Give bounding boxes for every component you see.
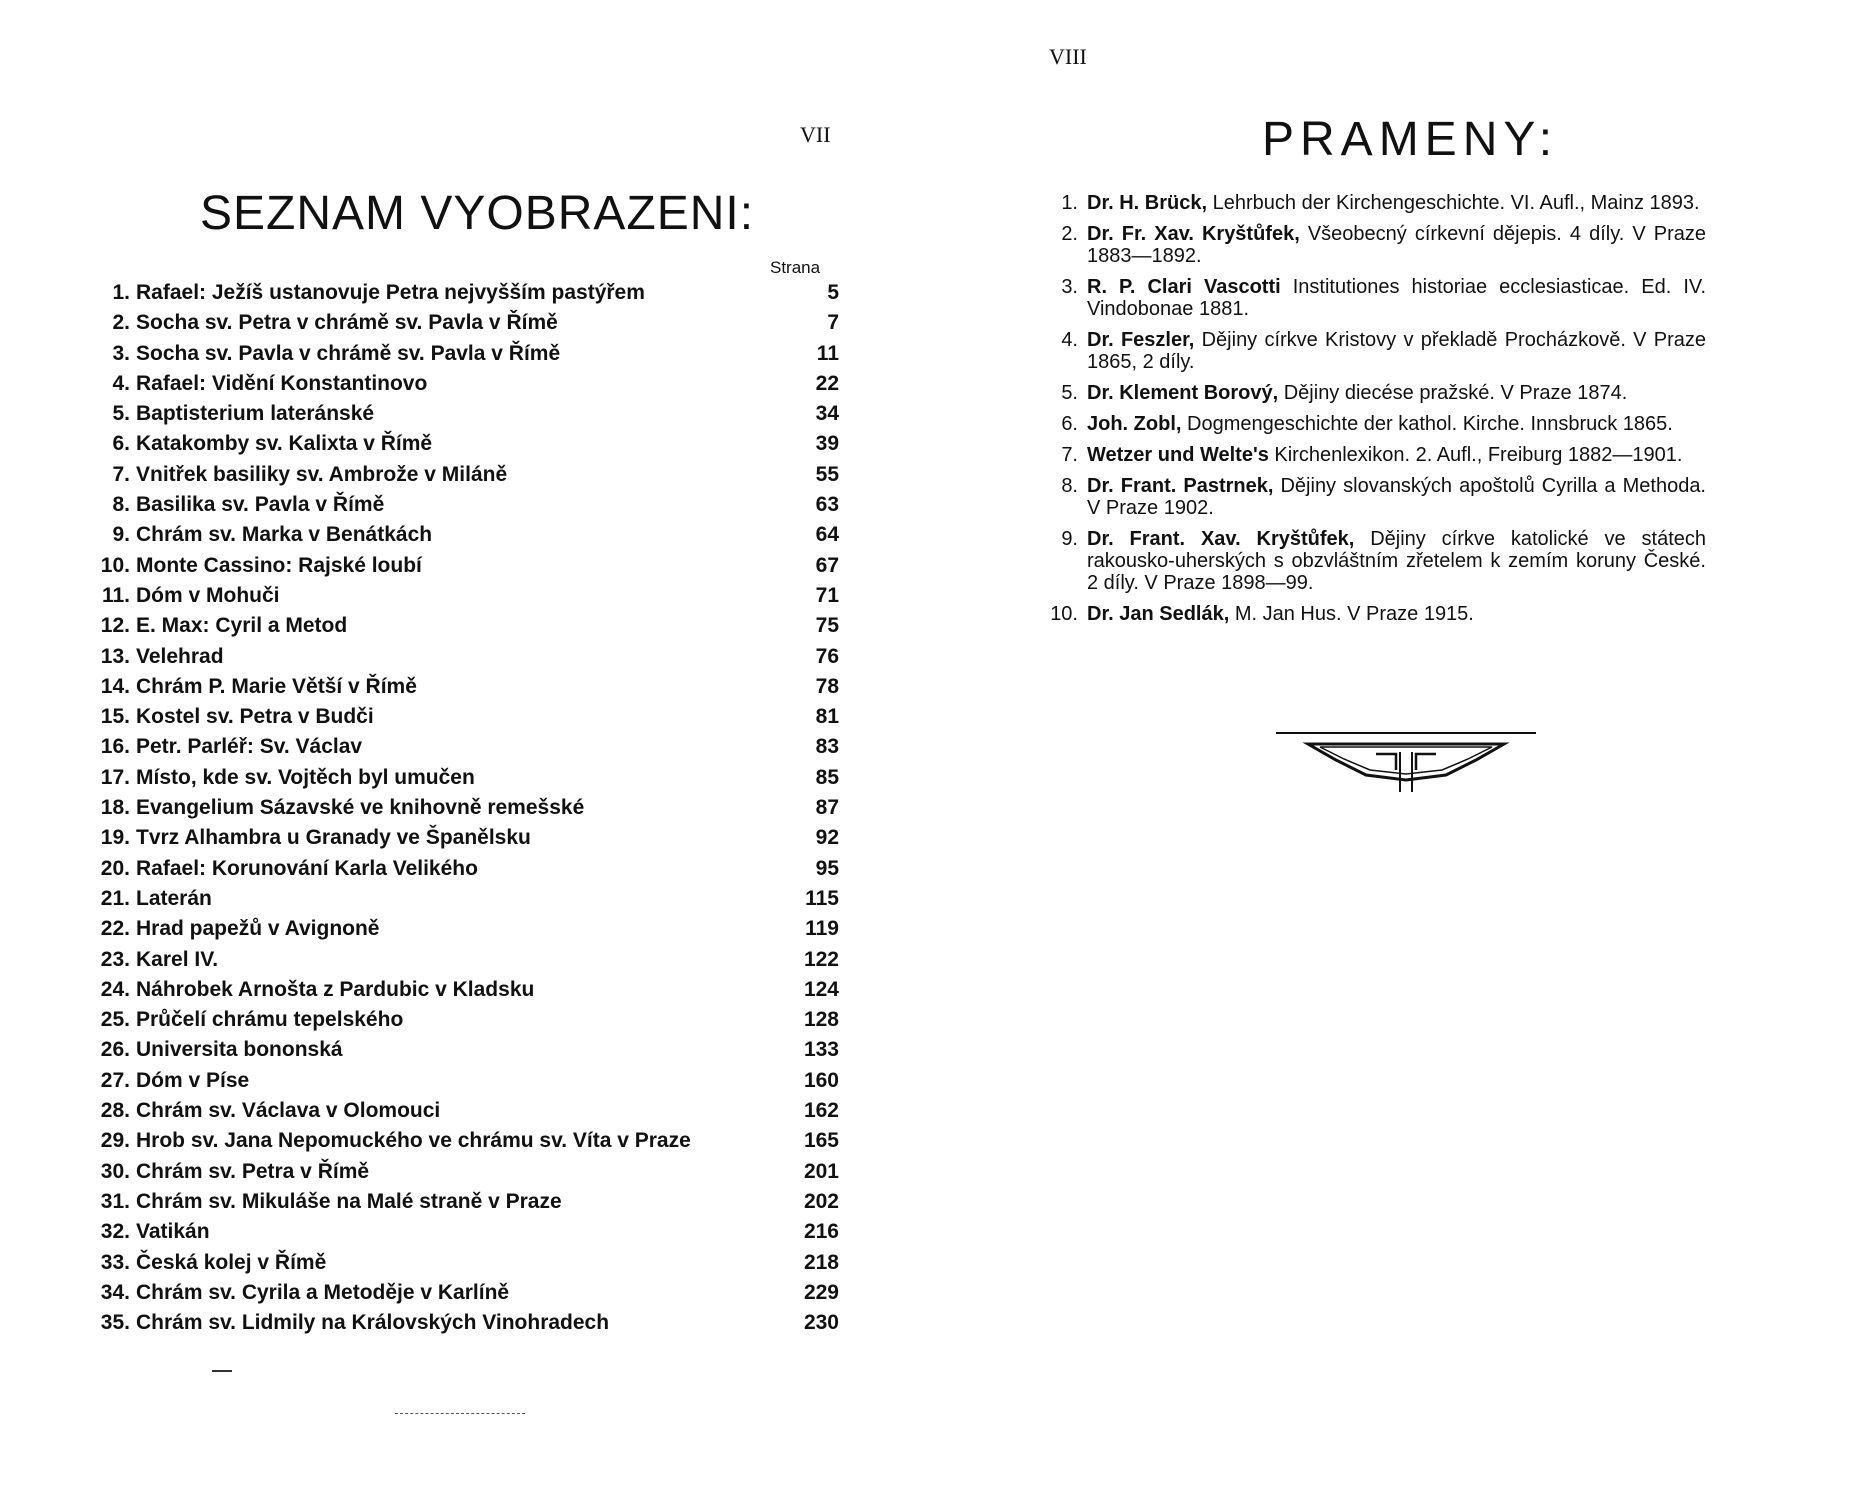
source-author: Dr. Klement Borový, [1087,382,1279,404]
item-number: 33. [100,1250,130,1274]
page-column-header: Strana [770,258,821,277]
item-page-number: 216 [803,1220,839,1244]
item-title: Chrám sv. Mikuláše na Malé straně v Praze [136,1189,562,1213]
item-title: Hrob sv. Jana Nepomuckého ve chrámu sv. Víta v Praze [136,1129,691,1153]
list-item [84,1251,839,1281]
item-page-number: 83 [815,735,839,759]
source-entry [1087,192,1706,214]
item-title: Místo, kde sv. Vojtěch byl umučen [136,765,475,789]
list-item [1046,413,1706,435]
item-number: 27. [100,1068,130,1092]
list-item [84,1099,839,1129]
item-number: 16. [100,735,130,759]
source-entry [1087,223,1706,267]
list-item [84,311,839,341]
item-number: 8. [112,493,130,517]
source-author: Dr. Frant. Pastrnek, [1087,475,1274,497]
item-title: Vnitřek basiliky sv. Ambrože v Miláně [136,462,508,486]
item-title: Basilika sv. Pavla v Římě [136,493,385,517]
source-description: Institutiones historiae ecclesiasticae. Ed. IV. Vindobonae 1881. [1087,276,1706,320]
item-title: Socha sv. Pavla v chrámě sv. Pavla v Římě [136,341,561,365]
item-number: 9. [112,523,130,547]
source-entry [1087,413,1706,435]
source-author: R. P. Clari Vascotti [1087,276,1281,298]
source-description: Lehrbuch der Kirchengeschichte. VI. Aufl., Mainz 1893. [1212,192,1700,214]
page-number-viii: VIII [1049,44,1087,69]
item-title: Česká kolej v Římě [136,1250,327,1274]
item-page-number: 7 [827,311,839,335]
source-author: Joh. Zobl, [1087,413,1182,435]
source-entry [1087,528,1706,594]
list-item [1046,444,1706,466]
item-page-number: 165 [803,1129,839,1153]
source-description: Dějiny církve katolické ve státech rakousko-uherských s obzvláštním zřetelem k zemím koruny České. 2 díly. V Praze 1898—99. [1087,528,1706,594]
list-item [84,614,839,644]
item-title: Průčelí chrámu tepelského [136,1008,404,1032]
list-item [84,735,839,765]
item-title: Chrám P. Marie Větší v Římě [136,674,417,698]
list-item [84,281,839,311]
item-title: Dóm v Píse [136,1068,250,1092]
list-item [84,463,839,493]
item-title: Hrad papežů v Avignoně [136,917,380,941]
item-number: 28. [100,1099,130,1123]
list-item [84,1008,839,1038]
item-title: Petr. Parléř: Sv. Václav [136,735,363,759]
item-number: 19. [100,826,130,850]
list-item [84,887,839,917]
list-item [1046,276,1706,320]
source-author: Dr. H. Brück, [1087,192,1208,214]
illustration-list [84,281,839,1341]
item-page-number: 34 [815,402,839,426]
list-item [84,766,839,796]
item-number: 20. [100,856,130,880]
item-title: Laterán [136,886,212,910]
item-title: E. Max: Cyril a Metod [136,614,348,638]
source-description: M. Jan Hus. V Praze 1915. [1234,603,1474,625]
list-item [84,917,839,947]
item-page-number: 11 [816,341,839,365]
item-title: Náhrobek Arnošta z Pardubic v Kladsku [136,977,535,1001]
list-item [84,1069,839,1099]
list-item [84,978,839,1008]
item-page-number: 122 [803,947,839,971]
item-title: Vatikán [136,1220,210,1244]
item-number: 22. [100,917,130,941]
item-number: 29. [100,1129,130,1153]
list-item [84,1220,839,1250]
list-item [84,796,839,826]
item-page-number: 5 [827,281,839,304]
item-page-number: 128 [803,1008,839,1032]
source-number: 2. [1061,223,1078,245]
item-page-number: 81 [815,705,839,729]
source-number: 9. [1061,528,1078,550]
list-item [84,493,839,523]
list-item [84,675,839,705]
item-number: 3. [112,341,130,365]
source-number: 1. [1061,192,1078,214]
source-author: Dr. Feszler, [1087,329,1195,351]
item-number: 14. [100,674,130,698]
item-number: 2. [112,311,130,335]
item-page-number: 202 [803,1189,839,1213]
divider [395,1413,525,1414]
list-item [84,372,839,402]
list-item [1046,223,1706,267]
item-page-number: 75 [815,614,839,638]
item-page-number: 76 [815,644,839,668]
item-title: Rafael: Ježíš ustanovuje Petra nejvyšším pastýřem [136,281,645,304]
item-title: Rafael: Vidění Konstantinovo [136,371,428,395]
item-title: Kostel sv. Petra v Budči [136,705,374,729]
item-number: 21. [100,886,130,910]
item-page-number: 119 [805,917,839,941]
list-item [84,948,839,978]
item-title: Monte Cassino: Rajské loubí [136,553,422,577]
item-number: 1. [112,281,130,304]
item-number: 32. [100,1220,130,1244]
item-page-number: 64 [815,523,839,547]
list-item [84,1038,839,1068]
item-page-number: 229 [803,1280,839,1304]
source-number: 8. [1061,475,1078,497]
source-entry [1087,603,1706,625]
item-title: Evangelium Sázavské ve knihovně remešské [136,796,585,820]
item-page-number: 95 [815,856,839,880]
list-item [84,1129,839,1159]
list-item [84,1160,839,1190]
list-item [84,554,839,584]
list-item [84,1311,839,1341]
item-number: 30. [100,1159,130,1183]
list-item [84,342,839,372]
divider [212,1370,232,1372]
list-item [1046,382,1706,404]
illustrations-title: SEZNAM VYOBRAZENI: [200,187,755,240]
list-item [1046,192,1706,214]
list-item [84,857,839,887]
item-number: 7. [112,462,130,486]
source-description: Dějiny slovanských apoštolů Cyrilla a Methoda. V Praze 1902. [1087,475,1706,519]
list-item [1046,329,1706,373]
item-number: 23. [100,947,130,971]
item-title: Katakomby sv. Kalixta v Římě [136,432,433,456]
source-entry [1087,475,1706,519]
list-item [1046,603,1706,625]
item-title: Chrám sv. Václava v Olomouci [136,1099,441,1123]
item-number: 4. [112,371,130,395]
source-description: Všeobecný církevní dějepis. 4 díly. V Praze 1883—1892. [1087,223,1706,267]
item-title: Baptisterium lateránské [136,402,375,426]
item-number: 25. [100,1008,130,1032]
source-number: 4. [1061,329,1078,351]
item-number: 13. [100,644,130,668]
list-item [84,432,839,462]
item-page-number: 218 [803,1250,839,1274]
item-page-number: 230 [803,1311,839,1335]
item-title: Socha sv. Petra v chrámě sv. Pavla v Římě [136,311,558,335]
list-item [84,645,839,675]
item-title: Chrám sv. Cyrila a Metoděje v Karlíně [136,1280,510,1304]
item-page-number: 67 [815,553,839,577]
item-page-number: 87 [815,796,839,820]
list-item [1046,475,1706,519]
source-entry [1087,329,1706,373]
item-number: 6. [112,432,130,456]
item-page-number: 160 [803,1068,839,1092]
source-number: 6. [1061,413,1078,435]
item-page-number: 124 [803,977,839,1001]
source-entry [1087,276,1706,320]
list-item [84,402,839,432]
source-author: Dr. Fr. Xav. Kryštůfek, [1087,223,1300,245]
list-item [84,705,839,735]
source-number: 3. [1061,276,1078,298]
item-page-number: 55 [815,462,839,486]
item-page-number: 71 [815,583,839,607]
list-item [84,826,839,856]
source-description: Kirchenlexikon. 2. Aufl., Freiburg 1882—1901. [1274,444,1683,466]
item-page-number: 63 [815,493,839,517]
item-page-number: 133 [803,1038,839,1062]
ornament-icon [1276,730,1536,795]
item-title: Chrám sv. Petra v Římě [136,1159,370,1183]
item-title: Velehrad [136,644,224,668]
item-number: 31. [100,1189,130,1213]
page-number-vii: VII [800,122,831,147]
source-list [1046,192,1706,634]
list-item [84,1190,839,1220]
item-title: Chrám sv. Marka v Benátkách [136,523,433,547]
list-item [84,584,839,614]
item-number: 15. [100,705,130,729]
source-author: Wetzer und Welte's [1087,444,1269,466]
source-number: 10. [1050,603,1078,625]
item-page-number: 39 [815,432,839,456]
item-number: 24. [100,977,130,1001]
item-page-number: 22 [815,371,839,395]
source-description: Dogmengeschichte der kathol. Kirche. Innsbruck 1865. [1187,413,1673,435]
item-title: Universita bononská [136,1038,343,1062]
item-title: Karel IV. [136,947,219,971]
source-entry [1087,444,1706,466]
source-number: 7. [1061,444,1078,466]
item-number: 12. [100,614,130,638]
item-page-number: 201 [803,1159,839,1183]
item-title: Tvrz Alhambra u Granady ve Španělsku [136,826,531,850]
item-page-number: 85 [815,765,839,789]
source-description: Dějiny diecése pražské. V Praze 1874. [1283,382,1628,404]
list-item [84,1281,839,1311]
sources-title: PRAMENY: [1262,113,1559,166]
item-page-number: 162 [803,1099,839,1123]
item-number: 5. [112,402,130,426]
item-number: 17. [100,765,130,789]
item-number: 35. [100,1311,130,1335]
right-page [931,0,1862,1500]
item-page-number: 115 [805,886,839,910]
item-number: 11. [101,583,130,607]
item-title: Dóm v Mohuči [136,583,280,607]
item-number: 10. [100,553,130,577]
item-title: Rafael: Korunování Karla Velikého [136,856,478,880]
source-number: 5. [1061,382,1078,404]
item-title: Chrám sv. Lidmily na Královských Vinohradech [136,1311,610,1335]
source-author: Dr. Jan Sedlák, [1087,603,1230,625]
list-item [1046,528,1706,594]
item-number: 18. [100,796,130,820]
item-number: 34. [100,1280,130,1304]
source-description: Dějiny církve Kristovy v překladě Procházkově. V Praze 1865, 2 díly. [1087,329,1706,373]
source-author: Dr. Frant. Xav. Kryštůfek, [1087,528,1355,550]
item-page-number: 78 [815,674,839,698]
item-page-number: 92 [815,826,839,850]
list-item [84,523,839,553]
source-entry [1087,382,1706,404]
item-number: 26. [100,1038,130,1062]
